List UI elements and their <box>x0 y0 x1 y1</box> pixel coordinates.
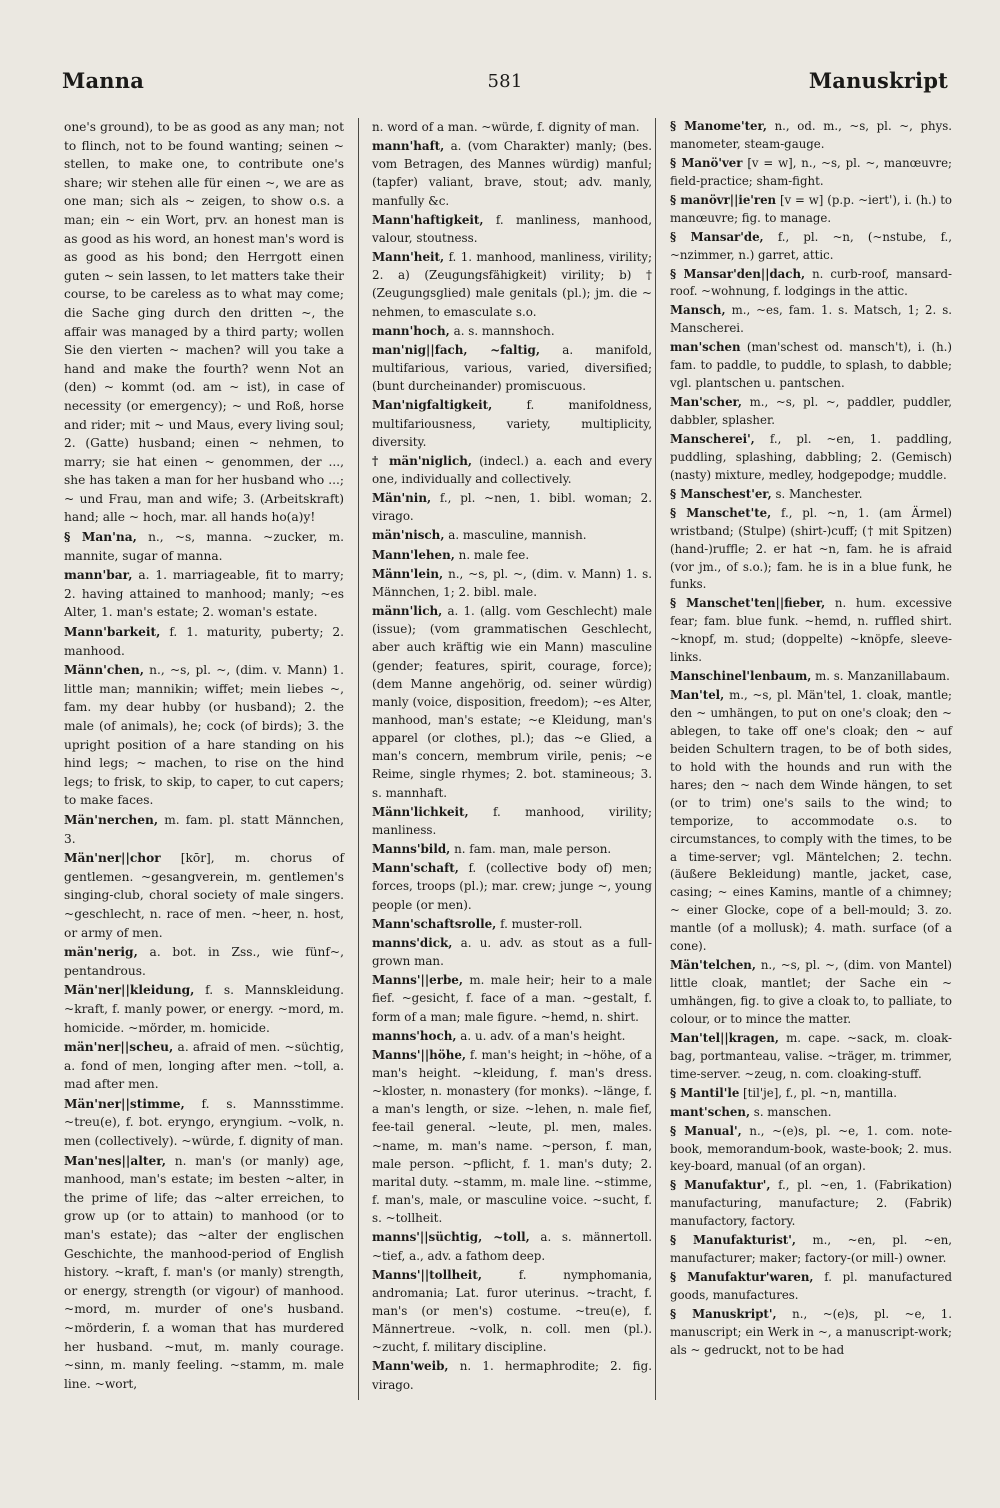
entry-definition: m. male heir; heir to a male fief. ~gesicht, f. face of a man. ~gestalt, f. form of a man; male figure. ~hemd, n. shirt. <box>372 973 652 1024</box>
entry-definition: f. man's height; in ~höhe, of a man's height. ~kleidung, f. man's dress. ~kloster, n. monastery (for monks). ~länge, f. a man's length, or size. ~lehen, n. male fief, fee-tail general. ~leute, pl. men, males. ~name, m. man's name. ~person, f. man, male person. ~pflicht, f. 1. man's duty; 2. marital duty. ~stamm, m. male line. ~stimme, f. man's, male, or masculine voice. ~sucht, f. s. ~tollheit. <box>372 1047 653 1226</box>
entry-headword: man'schen <box>670 340 741 355</box>
dictionary-entry <box>372 526 652 544</box>
dictionary-entry <box>372 118 652 136</box>
dictionary-entry <box>372 934 652 970</box>
entry-definition: n. curb-roof, mansard-roof. ~wohnung, f. lodgings in the attic. <box>670 266 952 299</box>
dictionary-entry <box>372 489 652 525</box>
entry-headword: § Man'na, <box>64 530 137 545</box>
entry-headword: § Mantil'le <box>670 1085 740 1100</box>
entry-headword: mann'bar, <box>64 568 133 583</box>
entry-definition: f. (collective body of) men; forces, troops (pl.); mar. crew; junge ~, young people (or men). <box>372 861 652 912</box>
dictionary-entry <box>64 661 344 810</box>
dictionary-entry <box>670 192 952 228</box>
entry-headword: Män'telchen, <box>670 958 756 973</box>
entry-definition: f. s. Mannsstimme. ~treu(e), f. bot. eryngo, eryngium. ~volk, n. men (collectively). ~würde, f. dignity of man. <box>64 1096 345 1149</box>
entry-headword: mann'hoch, <box>372 323 450 338</box>
entry-headword: manns'||süchtig, ~toll, <box>372 1230 530 1245</box>
dictionary-entry <box>372 396 652 450</box>
entry-definition: m., ~s, pl. ~, paddler, puddler, dabbler, splasher. <box>670 395 952 427</box>
entry-headword: män'ner||scheu, <box>64 1040 174 1055</box>
dictionary-entry <box>372 322 652 340</box>
dictionary-entry <box>372 1357 652 1393</box>
entry-definition: n., ~(e)s, pl. ~e, 1. manuscript; ein Werk in ~, a manuscript-work; als ~ gedruckt, not to be had <box>670 1306 953 1357</box>
entry-definition: [kōr], m. chorus of gentlemen. ~gesangverein, m. gentlemen's singing-club, choral society of male singers. ~geschlecht, n. race of men. ~heer, n. host, or army of men. <box>64 851 344 940</box>
entry-definition: f., pl. ~n, 1. (am Ärmel) wristband; (Stulpe) (shirt-)cuff; († mit Spitzen) (hand-)ruffle; 2. er hat ~n, fam. he is afraid (vor jm., of s.o.); fam. he is in a blue funk, he funks. <box>670 505 952 592</box>
dictionary-entry <box>64 1038 344 1094</box>
entry-headword: manns'dick, <box>372 935 453 950</box>
entry-headword: § Manschet'te, <box>670 505 772 520</box>
dictionary-entry <box>670 486 952 504</box>
page-header <box>62 68 948 108</box>
entry-definition: [v = w] (p.p. ~iert'), i. (h.) to manœuvre; fig. to manage. <box>670 192 952 225</box>
entry-headword: Manns'bild, <box>372 842 451 857</box>
dictionary-entry <box>372 602 652 802</box>
entry-definition: one's ground), to be as good as any man; not to flinch, not to be found wanting; seinen ~ stellen, to make one, to contribute one's share; wir stehen alle für einen ~, we are as one man; sich als ~ zeigen, to show o.s. a man; ein ~ ein Wort, prv. an honest man is as good as his word, an honest man's word is as good as his bond; den Herrgott einen guten ~ sein lassen, to let matters take their course, to be careless as to what may come; die Sache ging durch den dritten ~, the affair was managed by a third party; wollen Sie den vierten ~ machen? will you take a hand and make the fourth? wenn Not an (den) ~ kommt (od. am ~ ist), in case of necessity (or emergency); ~ und Roß, horse and rider; mit ~ und Maus, every living soul; 2. (Gatte) husband; einen ~ nehmen, to marry; sie hat einen ~ genommen, der ..., she has taken a man for her husband who ...; ~ und Frau, man and wife; 3. (Arbeitskraft) hand; alle ~ hoch, mar. all hands ho(a)y! <box>64 120 344 525</box>
entry-headword: § Manufakturist', <box>670 1233 796 1248</box>
entry-headword: Man'scher, <box>670 395 742 410</box>
dictionary-entry <box>372 915 652 933</box>
entry-headword: § Manö'ver <box>670 155 743 170</box>
entry-definition: n., ~s, pl. ~, (dim. v. Mann) 1. little man; mannikin; wiffet; mein liebes ~, fam. my dear hubby (or husband); 2. the male (of animals), he; cock (of birds); 3. the upright position of a hare standing on his hind legs; ~ machen, to rise on the hind legs; to frisk, to skip, to caper, to cut capers; to make faces. <box>64 663 345 808</box>
dictionary-entry <box>372 1228 652 1264</box>
entry-headword: Mann'lehen, <box>372 547 455 562</box>
dictionary-entry <box>670 1104 952 1122</box>
column-divider-2 <box>655 118 656 1400</box>
entry-definition: n. fam. man, male person. <box>454 842 612 857</box>
entry-headword: Manns'||tollheit, <box>372 1267 482 1282</box>
entry-definition: n., ~s, manna. ~zucker, m. mannite, sugar of manna. <box>64 530 344 563</box>
entry-headword: Männ'lein, <box>372 566 444 581</box>
entry-headword: mant'schen, <box>670 1104 751 1119</box>
entry-definition: n., ~s, pl. ~, (dim. v. Mann) 1. s. Männchen, 1; 2. bibl. male. <box>372 566 652 599</box>
entry-headword: † män'niglich, <box>372 453 473 468</box>
dictionary-entry <box>372 546 652 564</box>
entry-headword: Manns'||höhe, <box>372 1047 467 1062</box>
entry-definition: m., ~en, pl. ~en, manufacturer; maker; factory-(or mill-) owner. <box>670 1233 952 1266</box>
dictionary-entry <box>670 339 952 393</box>
dictionary-entry <box>64 566 344 622</box>
entry-headword: Män'ner||chor <box>64 851 161 866</box>
dictionary-entry <box>670 229 952 265</box>
entry-headword: män'nerig, <box>64 945 138 960</box>
entry-definition: m. s. Manzanillabaum. <box>815 669 950 684</box>
entry-headword: Manns'||erbe, <box>372 973 463 988</box>
entry-headword: Manscherei', <box>670 431 755 446</box>
entry-headword: Mann'weib, <box>372 1359 449 1374</box>
entry-definition: a. masculine, mannish. <box>448 528 587 543</box>
column-3 <box>670 118 952 1361</box>
dictionary-entry <box>670 1123 952 1177</box>
entry-definition: s. Manchester. <box>775 486 863 501</box>
entry-headword: § Manome'ter, <box>670 119 767 133</box>
dictionary-entry <box>670 1306 952 1360</box>
dictionary-entry <box>64 1152 344 1394</box>
entry-headword: Män'ner||stimme, <box>64 1096 185 1111</box>
dictionary-entry <box>372 341 652 395</box>
dictionary-entry <box>64 849 344 942</box>
entry-definition: n. man's (or manly) age, manhood, man's estate; im besten ~alter, in the prime of life; das ~alter erreichen, to grow up (or to attain) to manhood (or to man's estate); das ~alter der englischen Geschichte, the manhood-period of English history. ~kraft, f. man's (or manly) strength, or energy, strength (or vigour) of manhood. ~mord, m. murder of one's husband. ~mörderin, f. a woman that has murdered her husband. ~mut, m. manly courage. ~sinn, m. manly feeling. ~stamm, m. male line. ~wort, <box>64 1153 345 1391</box>
dictionary-entry <box>670 668 952 686</box>
dictionary-entry <box>372 1046 652 1228</box>
entry-definition: a. s. mannshoch. <box>453 323 555 338</box>
entry-definition: (man'schest od. mansch't), i. (h.) fam. to paddle, to puddle, to splash, to dabble; vgl. plantschen u. pantschen. <box>670 340 952 391</box>
left-guide-word: Manna <box>62 68 144 93</box>
page-number: 581 <box>487 71 523 92</box>
dictionary-entry <box>64 981 344 1037</box>
entry-headword: mann'haft, <box>372 139 445 154</box>
entry-definition: f. manliness, manhood, valour, stoutness. <box>372 212 653 245</box>
entry-headword: Man'nes||alter, <box>64 1153 167 1168</box>
entry-definition: f. nymphomania, andromania; Lat. furor uterinus. ~tracht, f. man's (or men's) costume. ~treu(e), f. Männertreue. ~volk, n. coll. men (pl.). ~zucht, f. military discipline. <box>372 1267 652 1355</box>
entry-definition: m. fam. pl. statt Männchen, 3. <box>64 812 344 846</box>
entry-headword: Mann'haftigkeit, <box>372 212 484 227</box>
dictionary-entry <box>670 687 952 956</box>
column-2 <box>372 118 652 1395</box>
column-1 <box>64 118 344 1394</box>
dictionary-entry <box>64 811 344 848</box>
entry-definition: a. 1. marriageable, fit to marry; 2. having attained to manhood; manly; ~es Alter, 1. man's estate; 2. woman's estate. <box>64 568 344 620</box>
entry-headword: Mann'barkeit, <box>64 625 161 640</box>
entry-definition: f. muster-roll. <box>500 916 583 931</box>
entry-definition: n. male fee. <box>458 547 530 562</box>
entry-headword: § Manuskript', <box>670 1306 777 1321</box>
dictionary-entry <box>670 394 952 430</box>
entry-definition: (indecl.) a. each and every one, individually and collectively. <box>372 453 652 486</box>
entry-headword: § Manual', <box>670 1123 742 1138</box>
entry-definition: n. 1. hermaphrodite; 2. fig. virago. <box>372 1359 653 1392</box>
entry-definition: a. bot. in Zss., wie fünf~, pentandrous. <box>64 945 344 978</box>
entry-definition: f. 1. manhood, manliness, virility; 2. a) (Zeugungsfähigkeit) virility; b) † (Zeugungsglied) male genitals (pl.); jm. die ~ nehmen, to emasculate s.o. <box>372 250 652 319</box>
entry-headword: Männ'chen, <box>64 663 144 678</box>
entry-definition: f. manifoldness, multifariousness, variety, multiplicity, diversity. <box>372 398 653 449</box>
dictionary-entry <box>372 840 652 858</box>
right-guide-word: Manuskript <box>808 68 948 93</box>
entry-definition: n., ~s, pl. ~, (dim. von Mantel) little cloak, mantlet; der Sache ein ~ umhängen, fig. to give a cloak to, to palliate, to colour, or to mince the matter. <box>670 958 952 1026</box>
entry-headword: § Manufaktur', <box>670 1178 771 1193</box>
entry-definition: f. manhood, virility; manliness. <box>372 804 652 837</box>
entry-definition: a. manifold, multifarious, various, varied, diversified; (bunt durcheinander) promiscuous. <box>372 342 653 394</box>
dictionary-entry <box>372 137 652 210</box>
entry-definition: m. cape. ~sack, m. cloak-bag, portmanteau, valise. ~träger, m. trimmer, time-server. ~zeug, n. com. cloaking-stuff. <box>670 1030 952 1081</box>
dictionary-entry <box>372 565 652 601</box>
entry-headword: männ'lich, <box>372 604 443 619</box>
entry-headword: Mann'heit, <box>372 250 445 265</box>
entry-definition: s. manschen. <box>753 1104 832 1119</box>
entry-definition: [v = w], n., ~s, pl. ~, manœuvre; field-practice; sham-fight. <box>670 155 953 188</box>
entry-headword: Män'ner||kleidung, <box>64 983 195 998</box>
entry-headword: § manövr||ie'ren <box>670 192 777 207</box>
entry-definition: n., ~(e)s, pl. ~e, 1. com. note-book, memorandum-book, waste-book; 2. mus. key-board, manual (of an organ). <box>670 1123 952 1174</box>
entry-headword: man'nig||fach, ~faltig, <box>372 342 540 357</box>
entry-headword: Mann'schaft, <box>372 861 459 876</box>
entry-definition: f. s. Mannskleidung. ~kraft, f. manly power, or energy. ~mord, m. homicide. ~mörder, m. homicide. <box>64 983 344 1035</box>
dictionary-entry <box>670 266 952 302</box>
entry-definition: n., od. m., ~s, pl. ~, phys. manometer, steam-gauge. <box>670 119 952 151</box>
entry-definition: a. s. männertoll. ~tief, a., adv. a fathom deep. <box>372 1230 653 1263</box>
dictionary-entry <box>372 1027 652 1045</box>
dictionary-entry <box>670 118 952 154</box>
entry-definition: n. word of a man. ~würde, f. dignity of man. <box>372 120 640 134</box>
dictionary-entry <box>670 1177 952 1231</box>
entry-headword: Man'tel||kragen, <box>670 1030 779 1045</box>
entry-definition: f. 1. maturity, puberty; 2. manhood. <box>64 625 344 658</box>
dictionary-entry <box>372 1266 652 1357</box>
entry-headword: § Mansar'de, <box>670 229 764 244</box>
dictionary-entry <box>372 803 652 839</box>
dictionary-entry <box>64 623 344 660</box>
entry-headword: Män'nin, <box>372 491 432 506</box>
dictionary-entry <box>64 1095 344 1151</box>
entry-headword: Manschinel'lenbaum, <box>670 669 812 684</box>
entry-headword: § Mansar'den||dach, <box>670 266 806 281</box>
entry-definition: f. pl. manufactured goods, manufactures. <box>670 1270 952 1302</box>
entry-definition: m., ~s, pl. Män'tel, 1. cloak, mantle; den ~ umhängen, to put on one's cloak; den ~ ablegen, to take off one's cloak; den ~ auf beiden Schultern tragen, to be of both sides, to hold with the hounds and run with the hares; den ~ nach dem Winde hängen, to set (or to trim) one's sails to the wind; to temporize, to accommodate o.s. to circumstances, to comply with the times, to be a time-server; vgl. Mäntelchen; 2. techn. (äußere Bekleidung) mantle, jacket, case, casing; ~ eines Kamins, mantle of a chimney; ~ einer Glocke, cope of a bell-mould; 3. zo. mantle (of a mollusk); 4. math. surface (of a cone). <box>670 688 952 954</box>
dictionary-entry <box>670 431 952 485</box>
column-divider-1 <box>358 118 359 1400</box>
entry-definition: [til'je], f., pl. ~n, mantilla. <box>743 1085 897 1100</box>
entry-headword: § Manschet'ten||fieber, <box>670 596 826 611</box>
entry-headword: män'nisch, <box>372 528 445 543</box>
entry-headword: Man'tel, <box>670 688 725 703</box>
entry-headword: Mann'schaftsrolle, <box>372 916 497 931</box>
dictionary-entry <box>670 302 952 338</box>
dictionary-entry <box>372 211 652 247</box>
entry-definition: f., pl. ~en, 1. (Fabrikation) manufacturing, manufacture; 2. (Fabrik) manufactory, factory. <box>670 1178 952 1229</box>
entry-definition: f., pl. ~nen, 1. bibl. woman; 2. virago. <box>372 491 653 524</box>
dictionary-entry <box>670 155 952 191</box>
dictionary-entry <box>670 957 952 1029</box>
entry-headword: § Manufaktur'waren, <box>670 1270 814 1285</box>
entry-definition: a. 1. (allg. vom Geschlecht) male (issue); (vom grammatischen Geschlecht, aber auch kräftig wie ein Mann) masculine (gender; features, spirit, courage, force); (dem Manne angehörig, od. seiner würdig) manly (voice, disposition, freedom); ~es Alter, manhood, man's estate; ~e Kleidung, man's apparel (or clothes, pl.); das ~e Glied, a man's concern, membrum virile, penis; ~e Reime, single rhymes; 2. bot. stamineous; 3. s. mannhaft. <box>372 604 652 800</box>
entry-definition: f., pl. ~en, 1. paddling, puddling, splashing, dabbling; 2. (Gemisch) (nasty) mixture, medley, hodgepodge; muddle. <box>670 431 952 482</box>
dictionary-entry <box>372 971 652 1025</box>
entry-definition: a. u. adv. as stout as a full-grown man. <box>372 935 653 969</box>
dictionary-entry <box>64 943 344 980</box>
entry-headword: Män'nerchen, <box>64 812 159 827</box>
dictionary-entry <box>372 248 652 321</box>
entry-definition: a. u. adv. of a man's height. <box>460 1028 626 1043</box>
entry-headword: Männ'lichkeit, <box>372 804 469 819</box>
dictionary-entry <box>670 1085 952 1103</box>
entry-headword: manns'hoch, <box>372 1028 457 1043</box>
entry-definition: f., pl. ~n, (~nstube, f., ~nzimmer, n.) garret, attic. <box>670 229 952 262</box>
dictionary-entry <box>64 528 344 565</box>
dictionary-entry <box>670 1269 952 1305</box>
entry-definition: a. afraid of men. ~süchtig, a. fond of men, longing after men. ~toll, a. mad after men. <box>64 1040 345 1092</box>
dictionary-entry <box>670 505 952 595</box>
entry-headword: § Manschest'er, <box>670 486 772 501</box>
dictionary-entry <box>372 452 652 488</box>
entry-definition: n. hum. excessive fear; fam. blue funk. ~hemd, n. ruffled shirt. ~knopf, m. stud; (doppelte) ~knöpfe, sleeve-links. <box>670 596 952 665</box>
dictionary-entry <box>670 595 952 667</box>
entry-definition: a. (vom Charakter) manly; (bes. vom Betragen, des Mannes würdig) manful; (tapfer) valiant, brave, stout; adv. manly, manfully &c. <box>372 139 652 208</box>
dictionary-entry <box>64 118 344 527</box>
entry-headword: Mansch, <box>670 303 726 318</box>
entry-headword: Man'nigfaltigkeit, <box>372 398 493 413</box>
dictionary-entry <box>372 859 652 913</box>
entry-definition: m., ~es, fam. 1. s. Matsch, 1; 2. s. Manscherei. <box>670 303 952 336</box>
dictionary-entry <box>670 1232 952 1268</box>
dictionary-entry <box>670 1030 952 1084</box>
